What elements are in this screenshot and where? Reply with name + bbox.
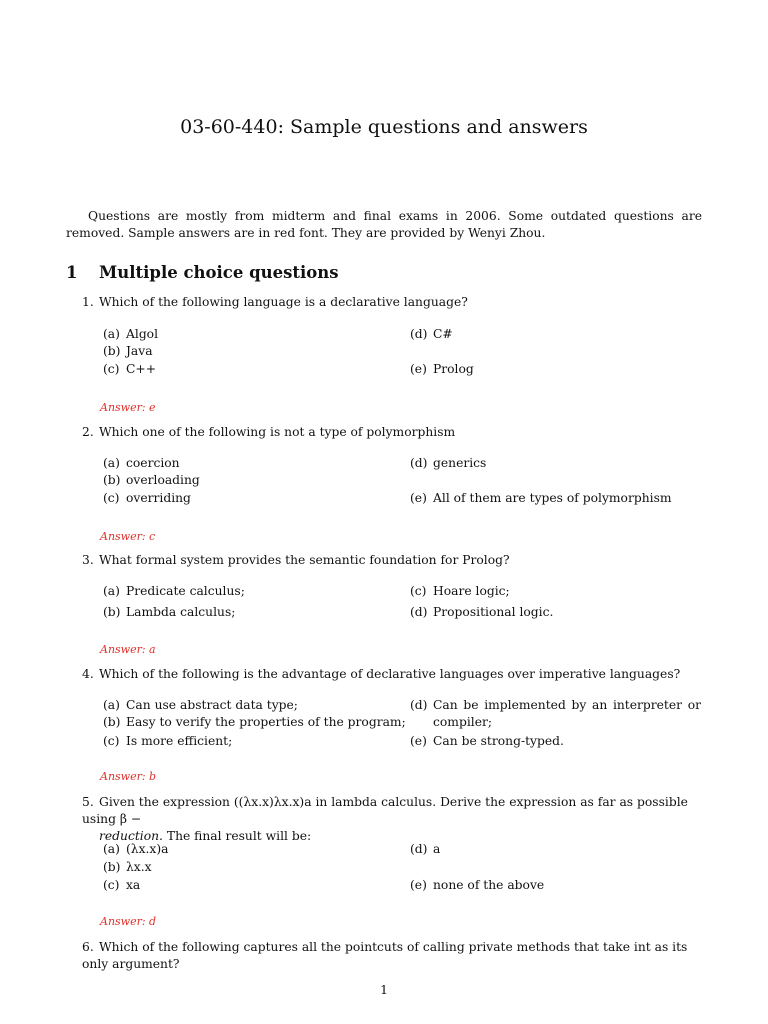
question-number: 3. bbox=[82, 553, 94, 567]
option-2c bbox=[103, 490, 191, 507]
option-5e bbox=[410, 877, 544, 894]
question-text: What formal system provides the semantic foundation for Prolog? bbox=[99, 553, 510, 567]
option-text: Propositional logic. bbox=[433, 605, 554, 619]
question-text-line1: Given the expression ((λx.x)λx.x)a in lambda calculus. Derive the expression as far as possible using β − bbox=[82, 795, 688, 826]
question-text-line2 bbox=[82, 828, 702, 845]
option-4c bbox=[103, 733, 232, 750]
option-1d bbox=[410, 326, 453, 343]
option-label: (b) bbox=[103, 344, 121, 358]
option-text: Is more efficient; bbox=[126, 734, 233, 748]
option-text: Can be implemented by an interpreter or compiler; bbox=[433, 698, 701, 729]
option-text: λx.x bbox=[126, 860, 152, 874]
option-label: (a) bbox=[103, 842, 120, 856]
option-3d bbox=[410, 604, 553, 621]
option-5c bbox=[103, 877, 140, 894]
option-4a bbox=[103, 697, 298, 714]
option-5b bbox=[103, 859, 152, 876]
option-label: (a) bbox=[103, 584, 120, 598]
option-label: (a) bbox=[103, 456, 120, 470]
option-label: (e) bbox=[410, 491, 427, 505]
option-text: overloading bbox=[126, 473, 200, 487]
option-label: (e) bbox=[410, 362, 427, 376]
question-text: Which one of the following is not a type of polymorphism bbox=[99, 425, 456, 439]
option-2a bbox=[103, 455, 180, 472]
answer-4: Answer: b bbox=[100, 770, 157, 783]
section-heading bbox=[66, 263, 339, 282]
option-label: (b) bbox=[103, 605, 121, 619]
option-label: (a) bbox=[103, 698, 120, 712]
option-4b bbox=[103, 714, 406, 731]
option-text: Can be strong-typed. bbox=[433, 734, 564, 748]
option-label: (c) bbox=[103, 734, 120, 748]
option-text: C# bbox=[433, 327, 453, 341]
option-text: Easy to verify the properties of the program; bbox=[126, 715, 406, 729]
option-text: xa bbox=[126, 878, 141, 892]
option-4e bbox=[410, 733, 564, 750]
answer-5: Answer: d bbox=[100, 915, 157, 928]
question-1 bbox=[82, 294, 702, 311]
question-number: 1. bbox=[82, 295, 94, 309]
question-number: 6. bbox=[82, 940, 94, 954]
option-label: (c) bbox=[410, 584, 427, 598]
option-5d bbox=[410, 841, 440, 858]
option-label: (b) bbox=[103, 473, 121, 487]
option-label: (b) bbox=[103, 715, 121, 729]
question-5 bbox=[82, 794, 702, 845]
option-text: (λx.x)a bbox=[126, 842, 169, 856]
question-text: Which of the following captures all the pointcuts of calling private methods that take int as its only argument? bbox=[82, 940, 688, 971]
option-text: C++ bbox=[126, 362, 157, 376]
intro-text: Questions are mostly from midterm and final exams in 2006. Some outdated questions are removed. Sample answers are in red font. They are provided by Wenyi Zhou. bbox=[66, 209, 702, 240]
option-3b bbox=[103, 604, 235, 621]
question-4 bbox=[82, 666, 702, 683]
option-text: Algol bbox=[126, 327, 159, 341]
page-title: 03-60-440: Sample questions and answers bbox=[180, 116, 588, 138]
option-label: (c) bbox=[103, 362, 120, 376]
option-label: (c) bbox=[103, 491, 120, 505]
option-3a bbox=[103, 583, 245, 600]
question-number: 4. bbox=[82, 667, 94, 681]
section-title: Multiple choice questions bbox=[99, 263, 339, 282]
option-label: (a) bbox=[103, 327, 120, 341]
question-6 bbox=[82, 939, 702, 973]
option-text: All of them are types of polymorphism bbox=[433, 491, 672, 505]
question-number: 2. bbox=[82, 425, 94, 439]
question-term: reduction. bbox=[99, 829, 163, 843]
option-1b bbox=[103, 343, 153, 360]
option-4d bbox=[410, 697, 702, 731]
option-1e bbox=[410, 361, 474, 378]
option-text: a bbox=[433, 842, 441, 856]
intro-paragraph bbox=[66, 208, 702, 242]
answer-3: Answer: a bbox=[100, 643, 156, 656]
question-number: 5. bbox=[82, 795, 94, 809]
option-label: (d) bbox=[410, 456, 428, 470]
option-text: Prolog bbox=[433, 362, 474, 376]
option-label: (d) bbox=[410, 698, 428, 712]
question-text: Which of the following is the advantage of declarative languages over imperative languages? bbox=[99, 667, 681, 681]
option-label: (d) bbox=[410, 842, 428, 856]
option-label: (d) bbox=[410, 327, 428, 341]
option-label: (c) bbox=[103, 878, 120, 892]
option-3c bbox=[410, 583, 510, 600]
option-1a bbox=[103, 326, 158, 343]
option-text: Predicate calculus; bbox=[126, 584, 245, 598]
question-text: Which of the following language is a declarative language? bbox=[99, 295, 468, 309]
option-text: Hoare logic; bbox=[433, 584, 510, 598]
option-label: (d) bbox=[410, 605, 428, 619]
option-text: Java bbox=[126, 344, 153, 358]
question-text-rest: The final result will be: bbox=[162, 829, 312, 843]
option-text: Lambda calculus; bbox=[126, 605, 236, 619]
page-number: 1 bbox=[380, 983, 388, 997]
option-label: (e) bbox=[410, 734, 427, 748]
option-text: coercion bbox=[126, 456, 180, 470]
option-text: generics bbox=[433, 456, 487, 470]
section-number: 1 bbox=[66, 263, 78, 282]
answer-2: Answer: c bbox=[100, 530, 156, 543]
option-text: overriding bbox=[126, 491, 191, 505]
option-label: (e) bbox=[410, 878, 427, 892]
option-5a bbox=[103, 841, 169, 858]
answer-1: Answer: e bbox=[100, 401, 156, 414]
option-2e bbox=[410, 490, 672, 507]
option-1c bbox=[103, 361, 156, 378]
option-label: (b) bbox=[103, 860, 121, 874]
option-2b bbox=[103, 472, 200, 489]
option-text: none of the above bbox=[433, 878, 545, 892]
option-text: Can use abstract data type; bbox=[126, 698, 298, 712]
option-2d bbox=[410, 455, 486, 472]
question-3 bbox=[82, 552, 702, 569]
question-2 bbox=[82, 424, 702, 441]
